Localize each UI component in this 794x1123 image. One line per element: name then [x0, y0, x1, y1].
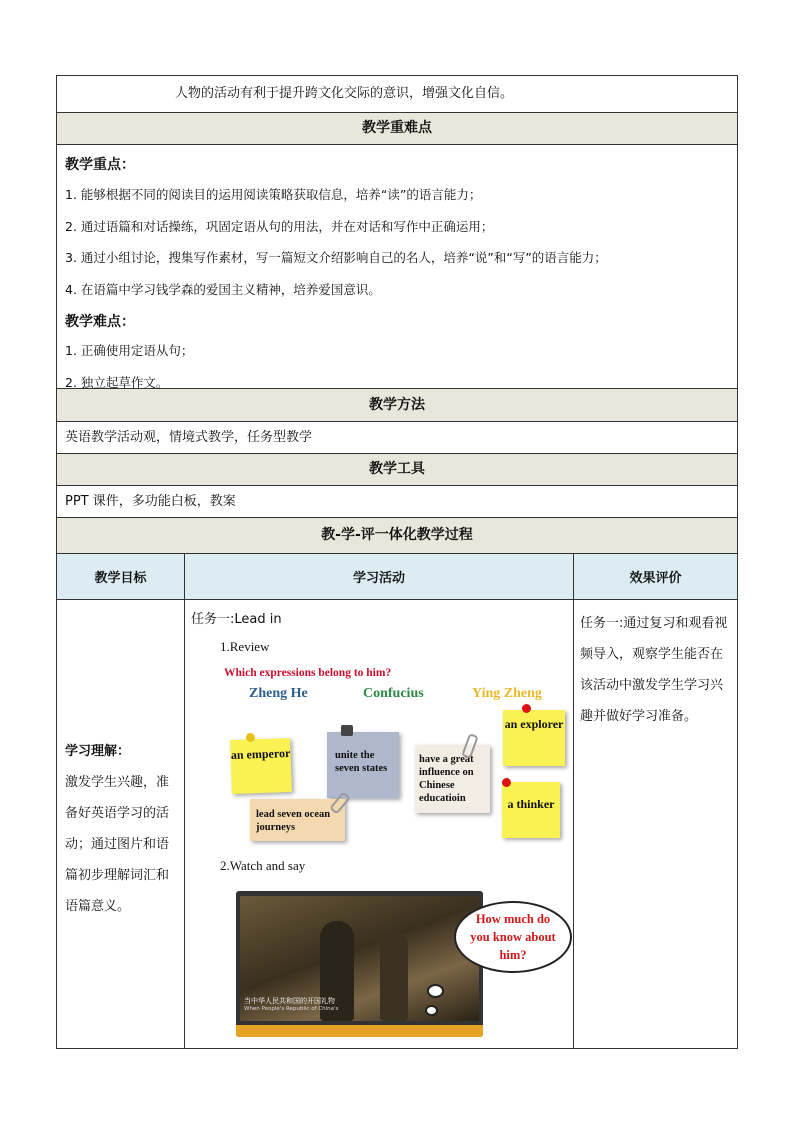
video-frame[interactable]	[236, 891, 483, 1037]
method-row	[56, 422, 738, 454]
intro-text: 人物的活动有利于提升跨文化交际的意识，增强文化自信。	[175, 86, 514, 101]
col-header-activity: 学习活动	[185, 554, 574, 599]
col-header-evaluation: 效果评价	[574, 554, 737, 599]
review-question: Which expressions belong to him?	[224, 667, 392, 679]
key-difficult-header: 教学重难点	[56, 113, 738, 145]
video-caption-cn: 当中华人民共和国的开国礼物	[244, 997, 335, 1005]
goal-text: 激发学生兴趣，准备好英语学习的活动；通过图片和语篇初步理解词汇和语篇意义。	[65, 775, 170, 914]
key-difficult-body	[56, 145, 738, 389]
difficult-point: 1. 正确使用定语从句；	[65, 343, 194, 358]
video-screen	[240, 896, 479, 1021]
video-caption-en: When People's Republic of China's	[244, 1006, 339, 1012]
goal-cell	[57, 600, 185, 1048]
difficult-points-title: 教学难点：	[65, 314, 135, 330]
key-point: 2. 通过语篇和对话操练，巩固定语从句的用法，并在对话和写作中正确运用；	[65, 218, 494, 234]
key-point: 4. 在语篇中学习钱学森的爱国主义精神，培养爱国意识。	[65, 281, 381, 297]
key-points-title: 教学重点：	[65, 157, 135, 173]
process-header: 教-学-评一体化教学过程	[56, 518, 738, 554]
process-row	[56, 600, 738, 1049]
goal-label: 学习理解：	[65, 744, 131, 759]
evaluation-text: 任务一:通过复习和观看视频导入，观察学生能否在该活动中激发学生学习兴趣并做好学习准备。	[580, 616, 728, 724]
video-controls-bar	[236, 1025, 483, 1037]
step-review: 1.Review	[220, 639, 270, 654]
name-ying-zheng: Ying Zheng	[472, 686, 542, 701]
note-emperor: an emperor	[230, 738, 292, 794]
evaluation-cell	[574, 600, 737, 1048]
thought-bubble	[454, 901, 572, 973]
name-confucius: Confucius	[363, 686, 424, 701]
bubble-text: How much do you know about him?	[470, 912, 556, 962]
process-table-header	[56, 554, 738, 600]
note-unite: unite the seven states	[327, 732, 399, 798]
tools-text: PPT 课件，多功能白板，教案	[65, 494, 236, 509]
col-header-goal: 教学目标	[57, 554, 185, 599]
note-thinker: a thinker	[502, 782, 560, 838]
tools-row	[56, 486, 738, 518]
name-zheng-he: Zheng He	[249, 686, 308, 701]
difficult-point: 2. 独立起草作文。	[65, 374, 169, 390]
note-explorer: an explorer	[503, 710, 565, 766]
intro-row	[56, 75, 738, 113]
tools-header: 教学工具	[56, 454, 738, 486]
pushpin-icon	[522, 704, 531, 713]
method-text: 英语教学活动观，情境式教学，任务型教学	[65, 430, 313, 445]
bubble-dot	[427, 984, 444, 998]
key-point: 1. 能够根据不同的阅读目的运用阅读策略获取信息，培养“读”的语言能力；	[65, 187, 482, 202]
bubble-dot	[425, 1005, 438, 1016]
lesson-plan-table	[56, 75, 738, 1049]
video-figure	[380, 931, 408, 1021]
note-influence: have a great influence on Chinese educatioin	[415, 745, 490, 813]
task-title: 任务一:Lead in	[191, 612, 282, 627]
pushpin-icon	[502, 778, 511, 787]
activity-cell	[185, 600, 574, 1048]
pushpin-icon	[246, 733, 255, 742]
step-watch-say: 2.Watch and say	[220, 858, 306, 873]
method-header: 教学方法	[56, 389, 738, 422]
clip-icon	[341, 725, 353, 736]
key-point: 3. 通过小组讨论，搜集写作素材，写一篇短文介绍影响自己的名人，培养“说”和“写”的语言能力；	[65, 250, 607, 265]
note-voyage: lead seven ocean journeys	[250, 799, 345, 841]
